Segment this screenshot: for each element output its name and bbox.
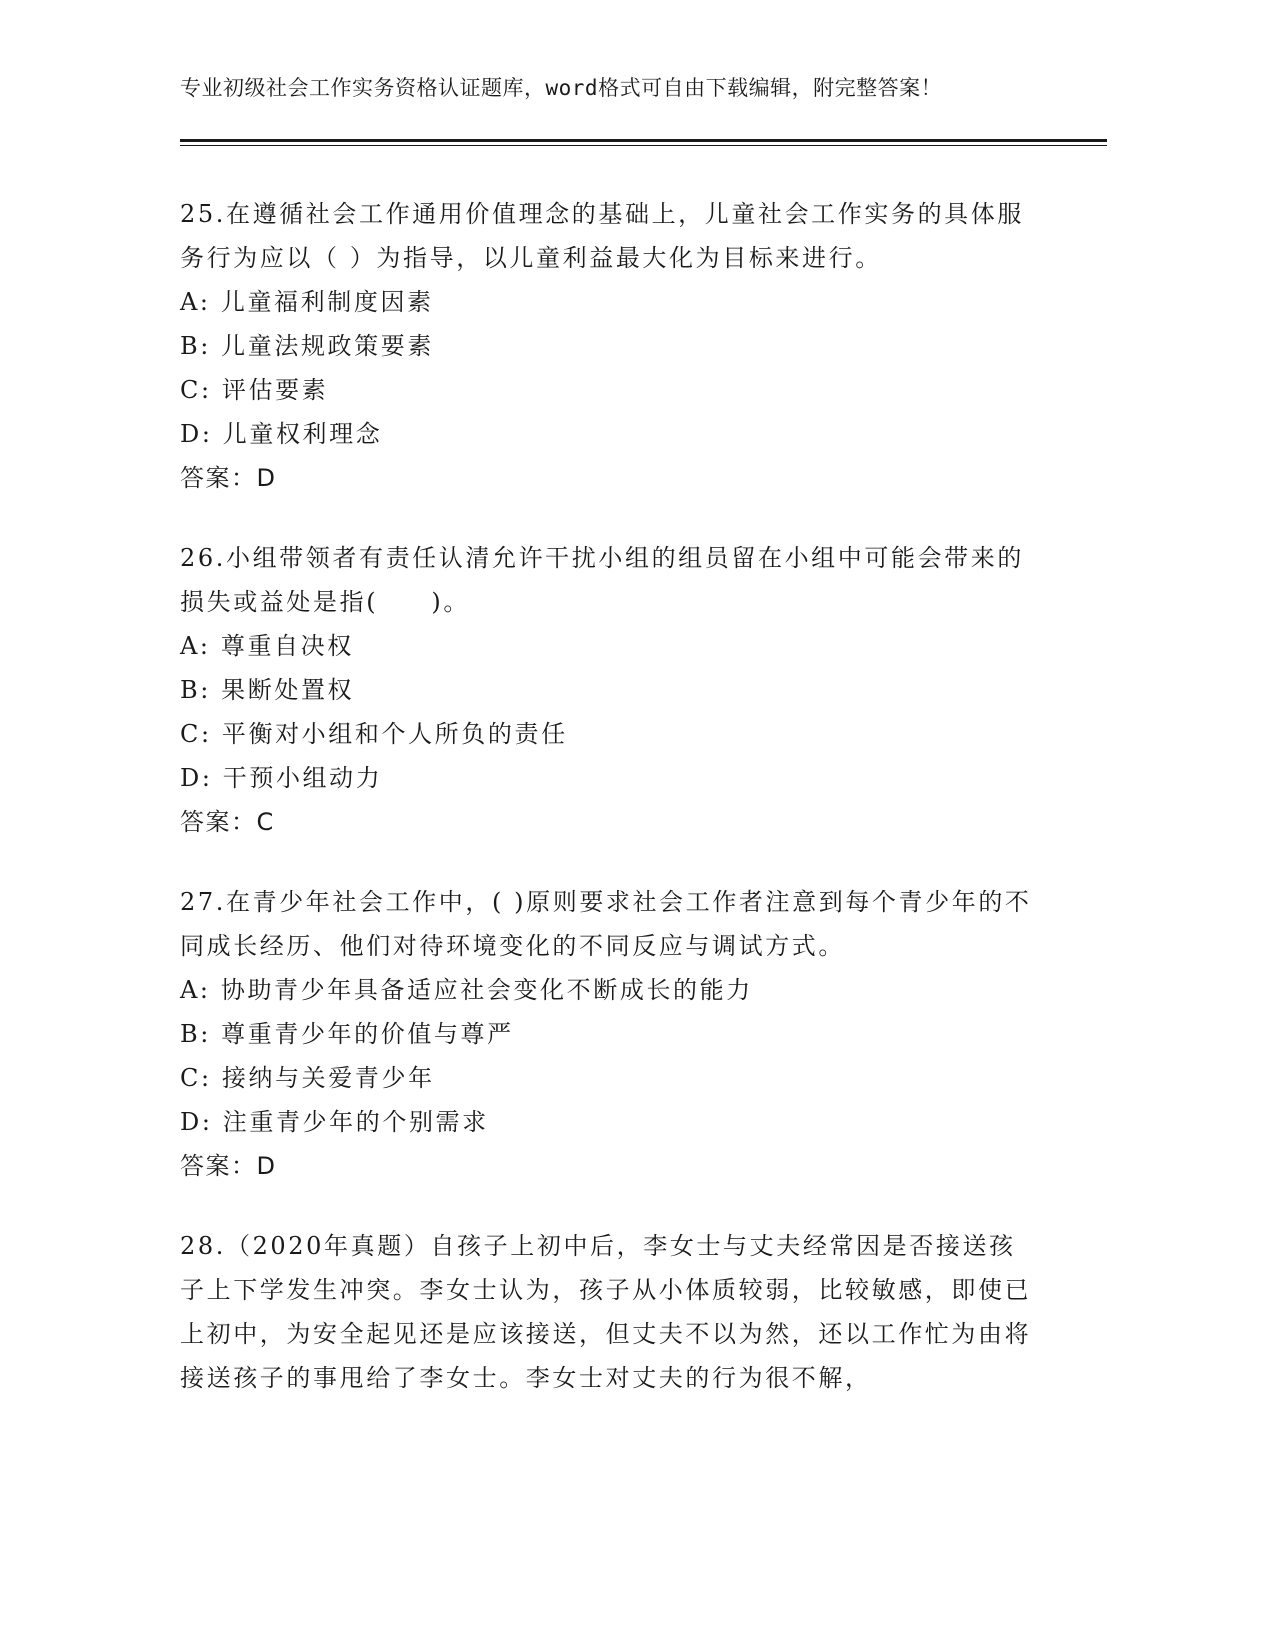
question-28 (180, 1224, 1040, 1400)
question-stem: 28.（2020年真题）自孩子上初中后，李女士与丈夫经常因是否接送孩子上下学发生冲突。李女士认为，孩子从小体质较弱，比较敏感，即使已上初中，为安全起见还是应该接送，但丈夫不以为然，还以工作忙为由将接送孩子的事甩给了李女士。李女士对丈夫的行为很不解， (180, 1232, 1032, 1392)
answer: 答案：D (180, 1152, 277, 1180)
question-stem: 27.在青少年社会工作中，( )原则要求社会工作者注意到每个青少年的不同成长经历、他们对待环境变化的不同反应与调试方式。 (180, 888, 1032, 960)
question-26 (180, 536, 1040, 844)
question-27 (180, 880, 1040, 1188)
header-text: 专业初级社会工作实务资格认证题库，word格式可自由下载编辑，附完整答案！ (180, 76, 943, 100)
option-b: B: 果断处置权 (180, 676, 355, 704)
header-rule-thin (180, 145, 1107, 146)
option-d: D: 干预小组动力 (180, 764, 383, 792)
question-list (180, 192, 1040, 1436)
answer: 答案：D (180, 464, 277, 492)
question-25 (180, 192, 1040, 500)
option-c: C: 平衡对小组和个人所负的责任 (180, 720, 568, 748)
option-a: A: 协助青少年具备适应社会变化不断成长的能力 (180, 976, 753, 1004)
option-d: D: 注重青少年的个别需求 (180, 1108, 489, 1136)
option-c: C: 接纳与关爱青少年 (180, 1064, 435, 1092)
question-stem: 26.小组带领者有责任认清允许干扰小组的组员留在小组中可能会带来的损失或益处是指( )。 (180, 544, 1024, 616)
option-a: A: 尊重自决权 (180, 632, 354, 660)
option-b: B: 尊重青少年的价值与尊严 (180, 1020, 514, 1048)
option-b: B: 儿童法规政策要素 (180, 332, 434, 360)
option-d: D: 儿童权利理念 (180, 420, 383, 448)
option-a: A: 儿童福利制度因素 (180, 288, 434, 316)
header-rule-thick (180, 139, 1107, 142)
question-stem: 25.在遵循社会工作通用价值理念的基础上，儿童社会工作实务的具体服务行为应以（ ）为指导，以儿童利益最大化为目标来进行。 (180, 200, 1024, 272)
option-c: C: 评估要素 (180, 376, 329, 404)
answer: 答案：C (180, 808, 275, 836)
